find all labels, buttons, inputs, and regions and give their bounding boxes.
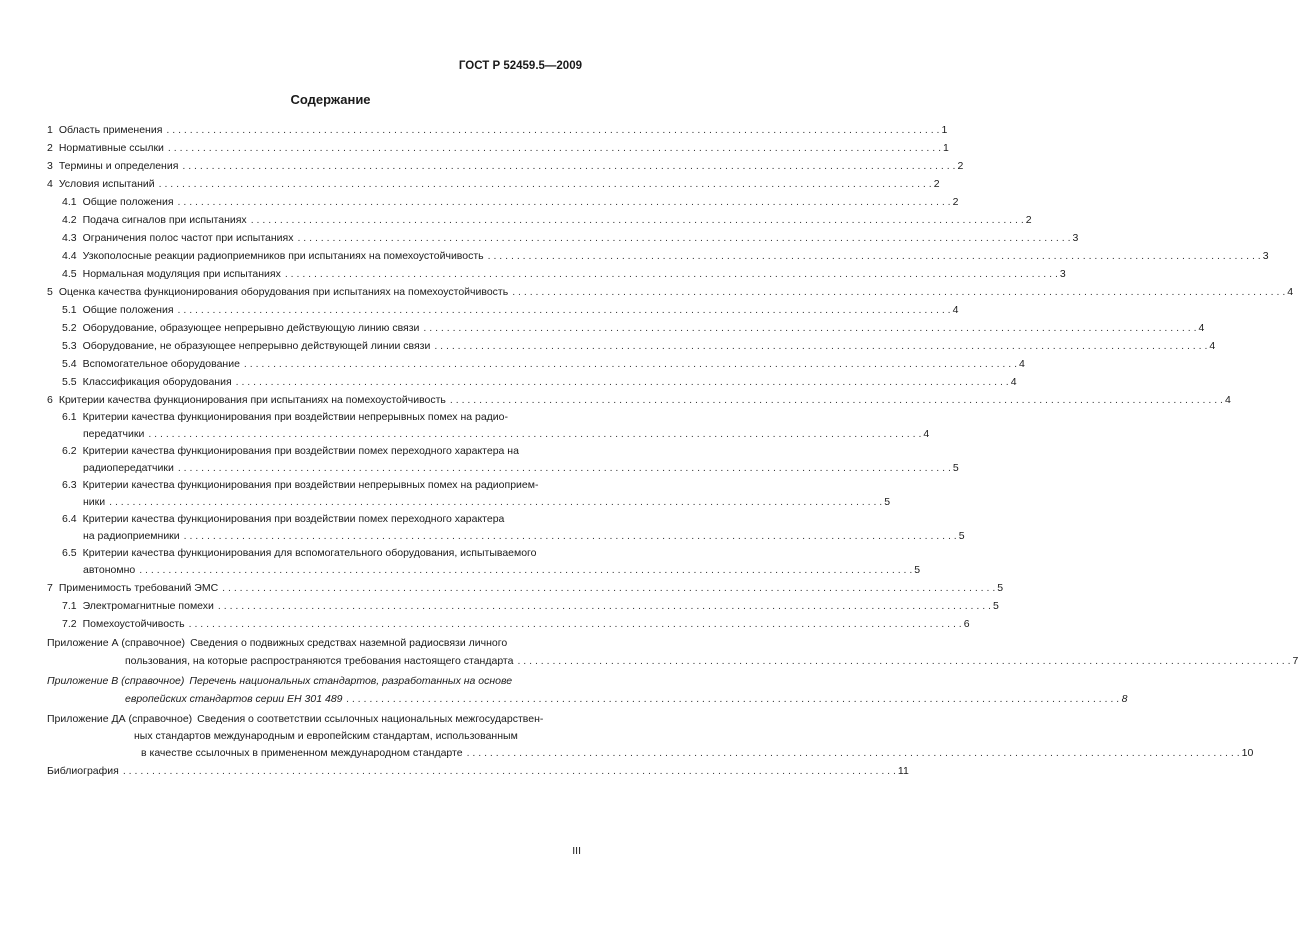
page-number: III bbox=[572, 845, 581, 857]
toc-num: 1 bbox=[47, 124, 53, 136]
toc-page: 5 bbox=[952, 462, 959, 474]
toc-title: Область применения bbox=[58, 124, 163, 136]
toc-page: 7 bbox=[1292, 655, 1298, 667]
toc-page: 4 bbox=[1010, 376, 1017, 388]
toc-page: 4 bbox=[1287, 286, 1294, 298]
leader-dots bbox=[182, 157, 955, 175]
toc-num: 6.4 bbox=[62, 513, 77, 525]
toc-page: 2 bbox=[952, 196, 959, 208]
toc-entry-4[interactable] bbox=[47, 175, 940, 193]
toc-title: Классификация оборудования bbox=[82, 376, 232, 388]
leader-dots bbox=[244, 355, 1017, 373]
leader-dots bbox=[450, 391, 1223, 409]
page-title: Содержание bbox=[290, 92, 371, 107]
toc-title: Термины и определения bbox=[58, 160, 179, 172]
toc-num: 6 bbox=[47, 394, 53, 406]
toc-title-line3: в качестве ссылочных в примененном международном стандарте bbox=[141, 747, 463, 759]
leader-dots bbox=[512, 283, 1285, 301]
toc-title-line2: автономно bbox=[83, 564, 136, 576]
toc-entry-7[interactable] bbox=[47, 579, 1004, 597]
toc-entry-6-3[interactable] bbox=[47, 477, 891, 511]
leader-dots bbox=[109, 494, 882, 511]
toc-title-line2: радиопередатчики bbox=[83, 462, 174, 474]
toc-page: 4 bbox=[1209, 340, 1216, 352]
leader-dots bbox=[218, 597, 991, 615]
toc-page: 2 bbox=[957, 160, 964, 172]
toc-page: 8 bbox=[1121, 693, 1128, 705]
toc-title-line2: европейских стандартов серии ЕН 301 489 bbox=[125, 693, 343, 705]
toc-num: 6.3 bbox=[62, 479, 77, 491]
toc-title-line2: на радиоприемники bbox=[83, 530, 180, 542]
toc-entry-7-1[interactable] bbox=[47, 597, 999, 615]
toc-page: 1 bbox=[943, 142, 949, 154]
toc-page: 3 bbox=[1262, 250, 1269, 262]
leader-dots bbox=[297, 229, 1070, 247]
toc-title: Узкополосные реакции радиоприемников при испытаниях на помехоустойчивость bbox=[82, 250, 484, 262]
toc-entry-6-1[interactable] bbox=[47, 409, 930, 443]
toc-entry-2[interactable] bbox=[47, 139, 949, 157]
toc-page: 4 bbox=[1224, 394, 1231, 406]
toc-title: Нормальная модуляция при испытаниях bbox=[82, 268, 281, 280]
toc-entry-4-3[interactable] bbox=[47, 229, 1079, 247]
toc-title: Общие положения bbox=[82, 196, 174, 208]
toc-title-line2: пользования, на которые распространяются требования настоящего стандарта bbox=[125, 655, 514, 667]
leader-dots bbox=[178, 301, 951, 319]
toc-num: 4.3 bbox=[62, 232, 77, 244]
toc-title-line2: ники bbox=[83, 496, 106, 508]
toc-title-line2: ных стандартов международным и европейским стандартам, использованным bbox=[134, 730, 518, 742]
toc-entry-4-5[interactable] bbox=[47, 265, 1066, 283]
toc-entry-4-2[interactable] bbox=[47, 211, 1032, 229]
toc-page: 5 bbox=[884, 496, 891, 508]
leader-dots bbox=[423, 319, 1196, 337]
toc-num: 5.3 bbox=[62, 340, 77, 352]
leader-dots bbox=[236, 373, 1009, 391]
leader-dots bbox=[148, 426, 921, 443]
toc-entry-6-2[interactable] bbox=[47, 443, 959, 477]
leader-dots bbox=[488, 247, 1261, 265]
leader-dots bbox=[189, 615, 962, 633]
toc-num: 7 bbox=[47, 582, 53, 594]
toc-page: 6 bbox=[963, 618, 970, 630]
document-code: ГОСТ Р 52459.5—2009 bbox=[458, 60, 582, 72]
toc-page: 5 bbox=[997, 582, 1004, 594]
table-of-contents bbox=[47, 121, 1298, 780]
appendix-label: Приложение ДА (справочное) bbox=[47, 713, 193, 725]
toc-num: 3 bbox=[47, 160, 53, 172]
toc-entry-5-2[interactable] bbox=[47, 319, 1205, 337]
toc-page: 5 bbox=[958, 530, 965, 542]
toc-title: Общие положения bbox=[82, 304, 174, 316]
toc-page: 5 bbox=[992, 600, 999, 612]
toc-num: 2 bbox=[47, 142, 53, 154]
toc-title: Подача сигналов при испытаниях bbox=[82, 214, 247, 226]
toc-num: 5 bbox=[47, 286, 53, 298]
toc-title-line1: Критерии качества функционирования при воздействии помех переходного характера на bbox=[82, 445, 519, 457]
toc-title-line1: Критерии качества функционирования при воздействии непрерывных помех на радиоприем- bbox=[82, 479, 539, 491]
toc-num: 4.2 bbox=[62, 214, 77, 226]
leader-dots bbox=[184, 528, 957, 545]
toc-entry-6[interactable] bbox=[47, 391, 1231, 409]
toc-title: Нормативные ссылки bbox=[58, 142, 164, 154]
toc-page: 4 bbox=[923, 428, 930, 440]
toc-title-line1: Сведения о соответствии ссылочных национальных межгосударствен- bbox=[197, 713, 544, 725]
toc-title-line2: передатчики bbox=[83, 428, 145, 440]
toc-entry-4-1[interactable] bbox=[47, 193, 959, 211]
toc-title-line1: Критерии качества функционирования при воздействии помех переходного характера bbox=[82, 513, 505, 525]
toc-entry-5-3[interactable] bbox=[47, 337, 1216, 355]
toc-entry-7-2[interactable] bbox=[47, 615, 970, 633]
toc-num: 4.1 bbox=[62, 196, 77, 208]
toc-title-line1: Критерии качества функционирования для вспомогательного оборудования, испытываемого bbox=[82, 547, 537, 559]
toc-page: 2 bbox=[933, 178, 940, 190]
toc-page: 3 bbox=[1059, 268, 1066, 280]
leader-dots bbox=[434, 337, 1207, 355]
leader-dots bbox=[168, 139, 941, 157]
toc-page: 3 bbox=[1072, 232, 1079, 244]
leader-dots bbox=[139, 562, 912, 579]
toc-num: 6.5 bbox=[62, 547, 77, 559]
leader-dots bbox=[285, 265, 1058, 283]
toc-page: 11 bbox=[897, 765, 909, 777]
toc-title: Критерии качества функционирования при испытаниях на помехоустойчивость bbox=[58, 394, 446, 406]
toc-entry-appendix-b[interactable] bbox=[47, 672, 1128, 708]
toc-page: 10 bbox=[1241, 747, 1254, 759]
leader-dots bbox=[222, 579, 995, 597]
toc-num: 7.2 bbox=[62, 618, 77, 630]
leader-dots bbox=[347, 690, 1120, 708]
toc-num: 5.2 bbox=[62, 322, 77, 334]
toc-title: Оценка качества функционирования оборудования при испытаниях на помехоустойчивость bbox=[58, 286, 509, 298]
toc-page: 2 bbox=[1025, 214, 1032, 226]
toc-page: 4 bbox=[952, 304, 959, 316]
toc-page: 4 bbox=[1198, 322, 1205, 334]
toc-title: Ограничения полос частот при испытаниях bbox=[82, 232, 294, 244]
toc-title: Условия испытаний bbox=[58, 178, 155, 190]
leader-dots bbox=[166, 121, 939, 139]
toc-title: Электромагнитные помехи bbox=[82, 600, 214, 612]
toc-num: 5.1 bbox=[62, 304, 77, 316]
toc-title: Применимость требований ЭМС bbox=[58, 582, 219, 594]
toc-entry-5-1[interactable] bbox=[47, 301, 959, 319]
toc-entry-5-5[interactable] bbox=[47, 373, 1017, 391]
toc-title: Вспомогательное оборудование bbox=[82, 358, 240, 370]
toc-entry-1[interactable] bbox=[47, 121, 948, 139]
leader-dots bbox=[178, 460, 951, 477]
toc-title-line1: Критерии качества функционирования при воздействии непрерывных помех на радио- bbox=[82, 411, 509, 423]
toc-num: 5.5 bbox=[62, 376, 77, 388]
toc-title: Оборудование, не образующее непрерывно действующей линии связи bbox=[82, 340, 431, 352]
leader-dots bbox=[467, 745, 1240, 762]
toc-page: 4 bbox=[1019, 358, 1025, 370]
leader-dots bbox=[251, 211, 1024, 229]
toc-entry-5-4[interactable] bbox=[47, 355, 1025, 373]
leader-dots bbox=[178, 193, 951, 211]
leader-dots bbox=[517, 652, 1290, 670]
toc-entry-bibliography[interactable] bbox=[47, 762, 909, 780]
toc-num: 4.4 bbox=[62, 250, 77, 262]
toc-title-line1: Сведения о подвижных средствах наземной радиосвязи личного bbox=[190, 637, 508, 649]
toc-entry-4-4[interactable] bbox=[47, 247, 1269, 265]
toc-entry-5[interactable] bbox=[47, 283, 1294, 301]
appendix-label: Приложение А (справочное) bbox=[47, 637, 186, 649]
toc-entry-6-5[interactable] bbox=[47, 545, 921, 579]
leader-dots bbox=[123, 762, 896, 780]
toc-title: Оборудование, образующее непрерывно действующую линию связи bbox=[82, 322, 420, 334]
toc-num: 5.4 bbox=[62, 358, 77, 370]
toc-entry-appendix-a[interactable] bbox=[47, 634, 1298, 670]
appendix-label: Приложение В (справочное) bbox=[47, 675, 185, 687]
toc-entry-appendix-da[interactable] bbox=[47, 711, 1254, 762]
toc-entry-6-4[interactable] bbox=[47, 511, 965, 545]
toc-page: 1 bbox=[941, 124, 948, 136]
toc-entry-3[interactable] bbox=[47, 157, 964, 175]
toc-page: 5 bbox=[914, 564, 921, 576]
toc-num: 6.2 bbox=[62, 445, 77, 457]
leader-dots bbox=[159, 175, 932, 193]
toc-title-line1: Перечень национальных стандартов, разработанных на основе bbox=[189, 675, 513, 687]
toc-num: 4 bbox=[47, 178, 53, 190]
toc-num: 4.5 bbox=[62, 268, 77, 280]
toc-num: 6.1 bbox=[62, 411, 77, 423]
toc-title: Библиография bbox=[47, 765, 119, 777]
toc-title: Помехоустойчивость bbox=[82, 618, 185, 630]
toc-num: 7.1 bbox=[62, 600, 77, 612]
